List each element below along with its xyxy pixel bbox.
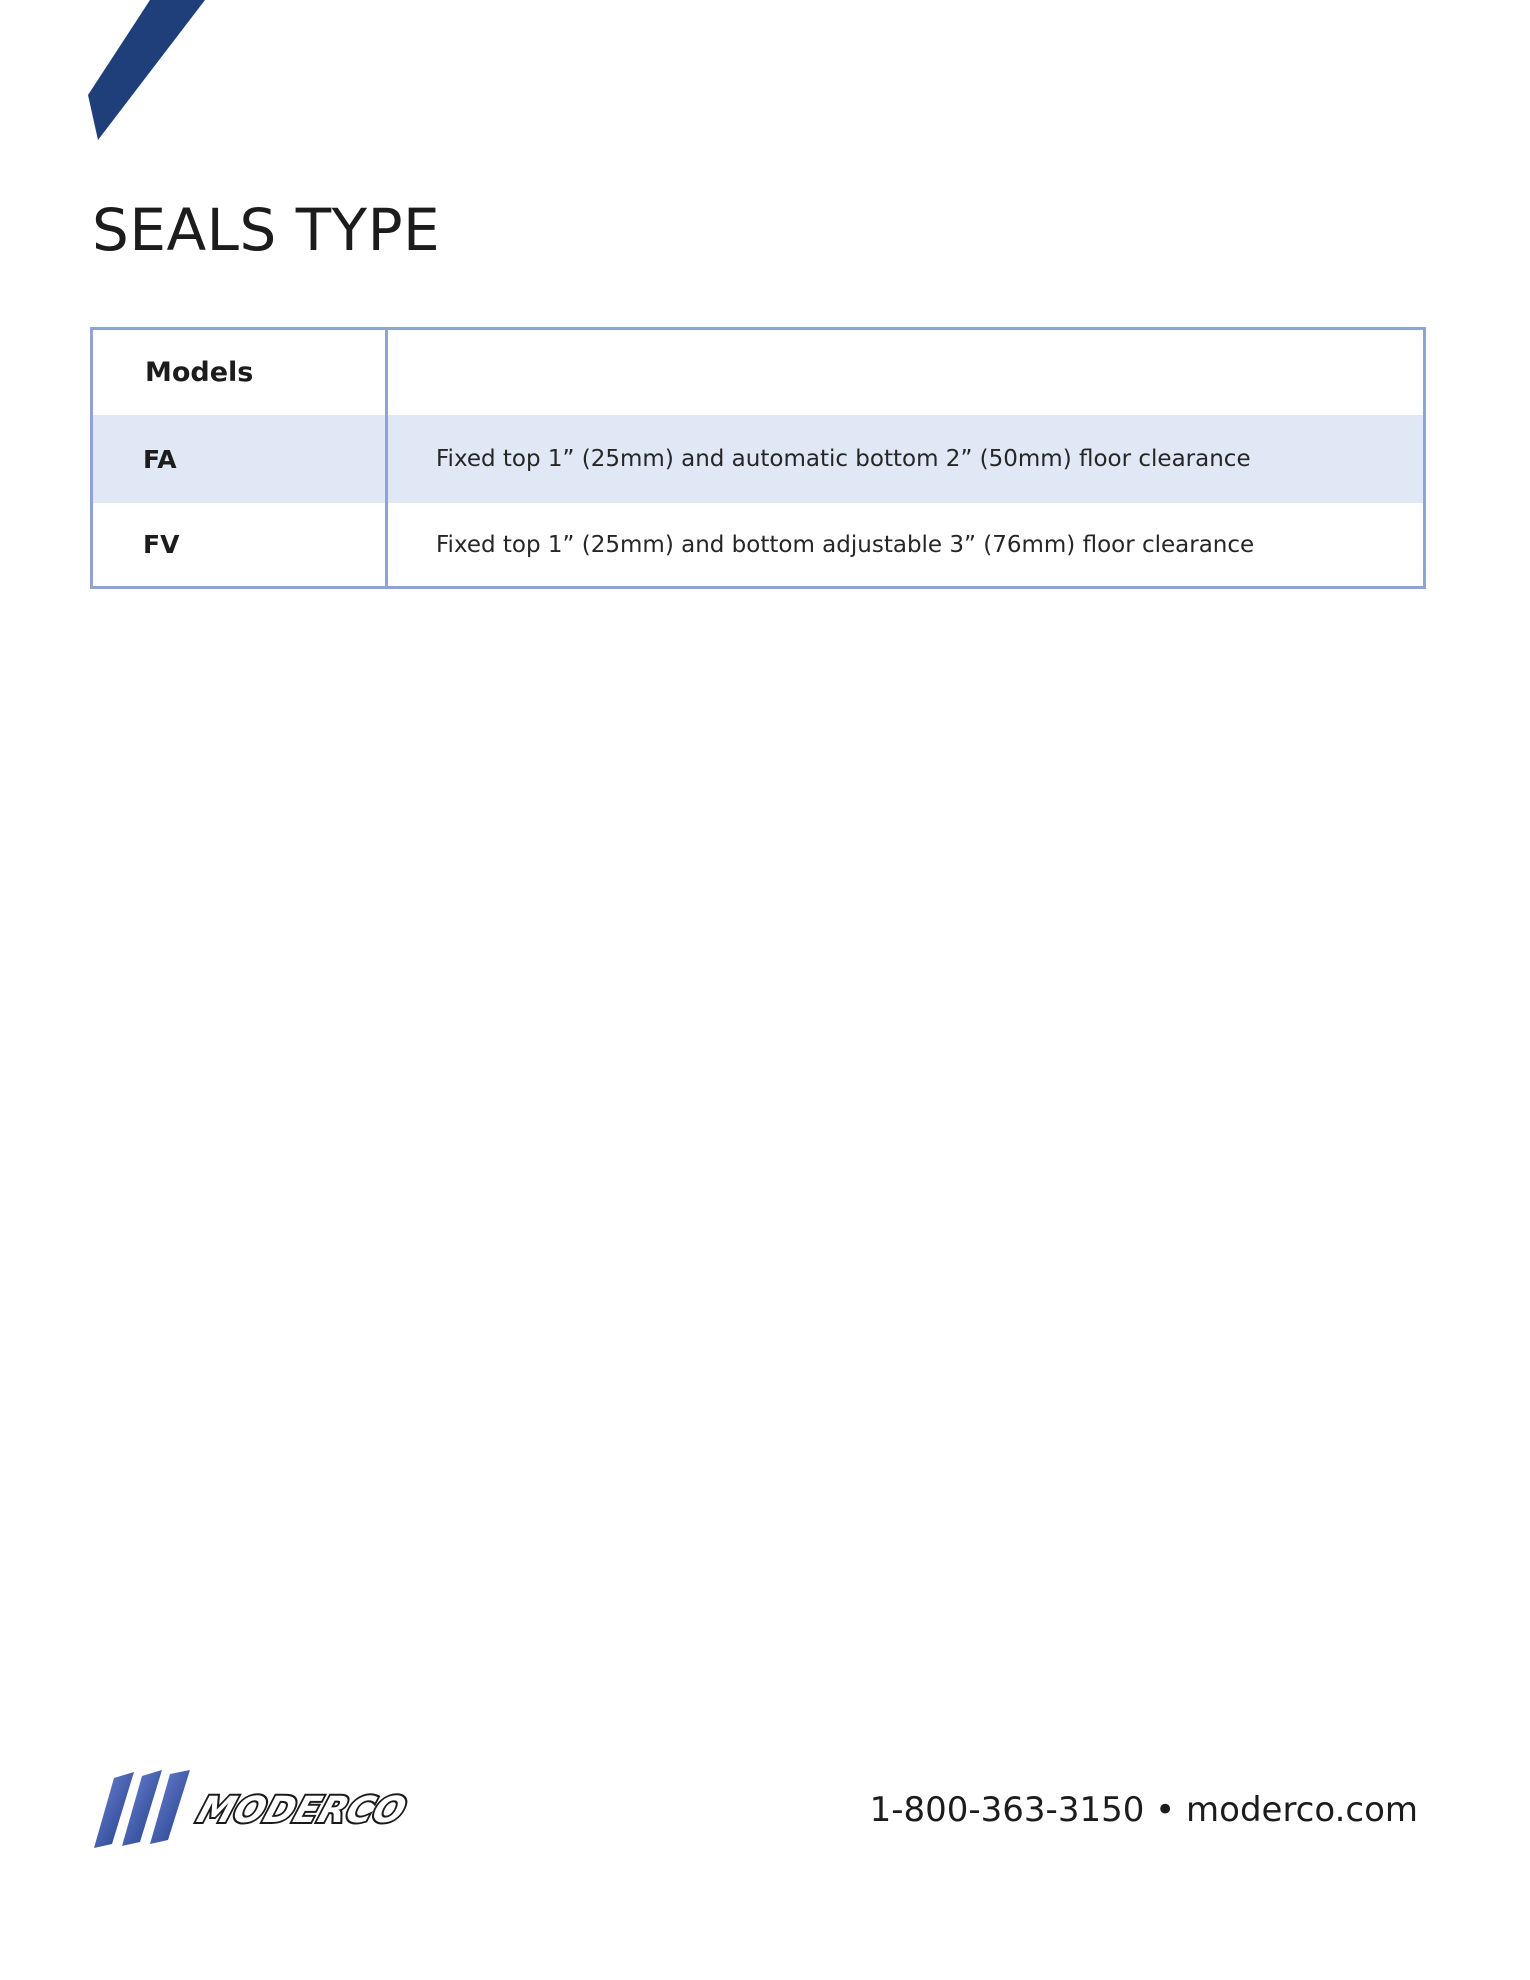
moderco-logo xyxy=(92,1770,492,1850)
seals-table xyxy=(90,327,1426,589)
models-header-label: Models xyxy=(145,357,254,388)
description-header-cell xyxy=(388,330,1423,415)
model-code: FA xyxy=(143,444,177,474)
svg-text:MODERCO: MODERCO xyxy=(192,1788,412,1831)
model-description: Fixed top 1” (25mm) and automatic bottom 2” (50mm) floor clearance xyxy=(436,446,1251,472)
model-description: Fixed top 1” (25mm) and bottom adjustable 3” (76mm) floor clearance xyxy=(436,531,1255,558)
model-cell xyxy=(93,415,388,503)
models-header-cell xyxy=(93,330,388,415)
table-header-row xyxy=(93,330,1423,415)
page-title: SEALS TYPE xyxy=(92,196,441,264)
table-row xyxy=(93,503,1423,586)
model-cell xyxy=(93,503,388,586)
table-row xyxy=(93,415,1423,503)
model-code: FV xyxy=(143,530,180,559)
footer-contact: 1-800-363-3150 • moderco.com xyxy=(869,1790,1418,1830)
corner-stripe-decoration xyxy=(0,0,260,160)
